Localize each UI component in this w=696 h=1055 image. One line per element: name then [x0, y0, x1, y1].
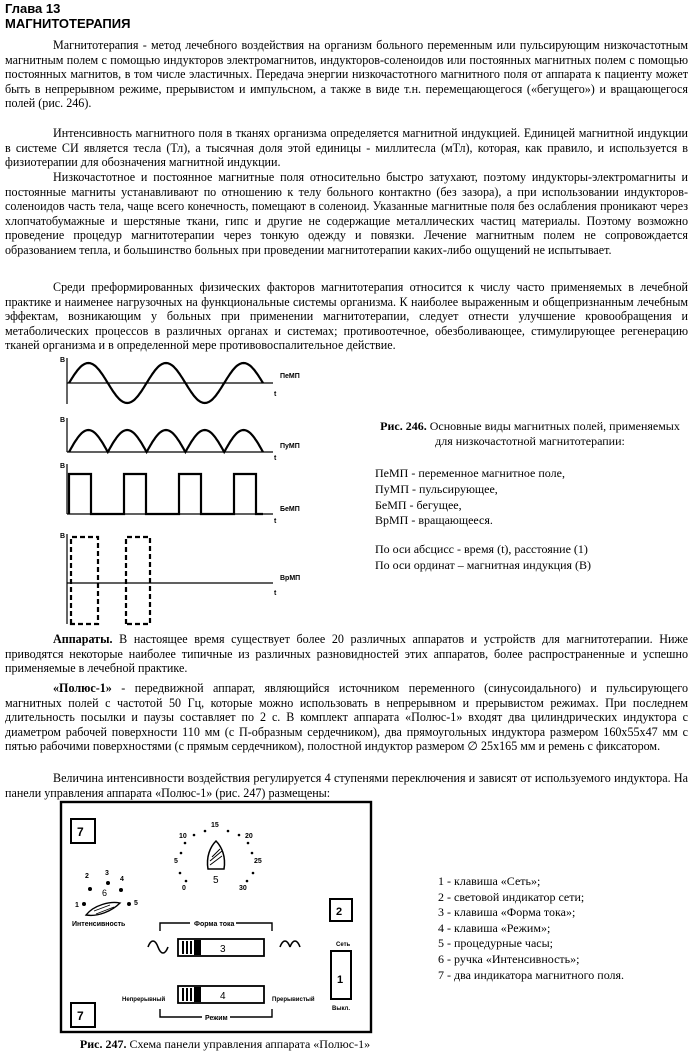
- figure-247-caption-text: Схема панели управления аппарата «Полюс-1»: [126, 1037, 371, 1051]
- axis-note-x: По оси абсцисс - время (t), расстояние (1): [375, 542, 588, 556]
- timer-mark-5: 5: [174, 858, 178, 865]
- figure-246-caption-number: Рис. 246.: [380, 419, 427, 433]
- legend-item: БеМП - бегущее,: [375, 497, 462, 512]
- intermittent-label: Прерывистый: [272, 997, 315, 1003]
- legend-item: 5 - процедурные часы;: [438, 936, 554, 951]
- switch-number: 1: [337, 974, 344, 986]
- intensity-mark-2: 2: [85, 873, 89, 880]
- procedure-timer[interactable]: [174, 822, 262, 892]
- off-label: Выкл.: [332, 1006, 351, 1012]
- legend-item: 1 - клавиша «Сеть»;: [438, 874, 541, 888]
- figure-246-legend: [375, 466, 675, 529]
- lamp-number: 2: [336, 906, 343, 918]
- intensity-mark-3: 3: [105, 870, 109, 877]
- timer-mark-10: 10: [179, 833, 187, 840]
- axis-note-y: По оси ординат – магнитная индукция (В): [375, 557, 592, 572]
- axis-label-t-1: t: [274, 391, 277, 398]
- figure-247-caption: [5, 1037, 445, 1052]
- paragraph-attenuation: Низкочастотное и постоянное магнитные поля относительно быстро затухают, поэтому индукторы-электромагниты и постоянные магниты устанавливают по отношению к телу больного контактно (без зазора), а при использовании индукторов-соленоидов часть тела, чаще всего конечность, помещают в соленоид. Указанные магнитные поля без ослабления проникают через хлопчатобумажные и шерстяные ткани, гипс и другие не содержащие металлических частиц материалы. Поэтому возможно проведение процедур магнитотерапии через тонкую одежду и повязки. Лечение магнитным полем не сопровождается образованием тепла, и большинство больных при проведении магнитотерапии каких-либо ощущений не испытывает.: [5, 170, 688, 257]
- pulse-icon: [280, 941, 300, 947]
- figure-246-caption: [375, 419, 685, 449]
- chapter-title: МАГНИТОТЕРАПИЯ: [5, 16, 131, 31]
- form-key-group: [148, 918, 300, 956]
- figure-247-legend: [438, 874, 688, 983]
- indicator-number-top: 7: [77, 825, 84, 839]
- axis-label-t-3: t: [274, 518, 277, 525]
- axis-label-b-1: B: [60, 357, 66, 364]
- wave-label-pemp: ПеМП: [280, 373, 300, 380]
- legend-item: ВрМП - вращающееся.: [375, 513, 493, 528]
- paragraph-polus: [5, 681, 688, 754]
- mode-key-number: 4: [220, 991, 226, 1002]
- timer-mark-20: 20: [245, 833, 253, 840]
- legend-item: 2 - световой индикатор сети;: [438, 889, 585, 904]
- timer-mark-0: 0: [182, 885, 186, 892]
- intensity-mark-1: 1: [75, 902, 79, 909]
- figure-246-waveforms: [58, 354, 301, 624]
- legend-item: 7 - два индикатора магнитного поля.: [438, 967, 625, 982]
- paragraph-polus-text: - передвижной аппарат, являющийся источником переменного (синусоидального) и пульсирующего магнитных полей с частотой 50 Гц, которые можно использовать в непрерывном и прерывистом режимах. При последнем длительность посылки и паузы составляет по 2 с. В комплект аппарата «Полюс-1» входят два цилиндрических индуктора с диаметром рабочей поверхности 110 мм (с П-образным сердечником), два прямоугольных индуктора размером 160х55х47 мм с пятью рабочими поверхностями (с прямым сердечником), полостной индуктор размером ∅ 25х165 мм и ремень с фиксатором.: [5, 681, 688, 754]
- paragraph-effects: Среди преформированных физических факторов магнитотерапия относится к числу часто применяемых в лечебной практике и наименее нагрузочных на функциональные системы организма. К наиболее выраженным и общепризнанным лечебным эффектам, возникающим у больных при применении магнитотерапии, следует отнести улучшение кровообращения и метаболических процессов в различных органах и системах; противоотечное, обезболивающее, стимулирующее регенерацию тканей организма и в определенной мере противовоспалительное действие.: [5, 280, 688, 353]
- continuous-label: Непрерывный: [122, 997, 166, 1003]
- figure-246-axis-notes: [375, 542, 675, 573]
- paragraph-apparatus: [5, 632, 688, 676]
- axis-label-b-3: B: [60, 463, 66, 470]
- paragraph-polus-lead: «Полюс-1»: [53, 681, 112, 695]
- figure-246-caption-text: Основные виды магнитных полей, применяемых для низкочастотной магнитотерапии:: [426, 419, 680, 448]
- intensity-label: Интенсивность: [72, 921, 126, 928]
- form-key-number: 3: [220, 944, 226, 955]
- axis-label-b-4: B: [60, 533, 66, 540]
- intensity-mark-4: 4: [120, 876, 124, 883]
- wave-label-bemp: БеМП: [280, 506, 300, 513]
- timer-mark-15: 15: [211, 822, 219, 829]
- paragraph-induction: Интенсивность магнитного поля в тканях организма определяется магнитной индукцией. Единицей магнитной индукции в системе СИ является тесла (Тл), а тысячная доля этой единицы - миллитесла (мТл), которая, как правило, и используется в физиотерапии для обозначения магнитной индукции.: [5, 126, 688, 170]
- form-label: Форма тока: [194, 921, 235, 928]
- axis-label-t-2: t: [274, 455, 277, 462]
- sine-icon: [148, 941, 168, 953]
- axis-label-t-4: t: [274, 590, 277, 597]
- wave-label-vrmp: ВрМП: [280, 575, 301, 582]
- timer-mark-25: 25: [254, 858, 262, 865]
- mode-key-group: [122, 986, 315, 1022]
- legend-item: 6 - ручка «Интенсивность»;: [438, 951, 580, 966]
- knob-number: 6: [102, 888, 108, 898]
- paragraph-intro: Магнитотерапия - метод лечебного воздействия на организм больного переменным или пульсирующим низкочастотным магнитным полем с помощью индукторов электромагнитов, индукторов-соленоидов или постоянных магнитных полем с помощью постоянных магнитов, в том числе эластичных. Передача энергии низкочастотного магнитного поля от аппарата к пациенту может быть в непрерывном режиме, прерывистом и импульсном, а также в виде т.н. перемещающегося («бегущего») и вращающегося полей (рис. 246).: [5, 38, 688, 111]
- timer-mark-30: 30: [239, 885, 247, 892]
- paragraph-intensity: Величина интенсивности воздействия регулируется 4 ступенями переключения и зависят от используемого индуктора. На панели управления аппарата «Полюс-1» (рис. 247) размещены:: [5, 771, 688, 800]
- figure-247-caption-number: Рис. 247.: [79, 1037, 127, 1051]
- paragraph-apparatus-lead: Аппараты.: [53, 632, 113, 646]
- wave-label-pump: ПуМП: [280, 443, 300, 450]
- legend-item: ПуМП - пульсирующее,: [375, 481, 498, 496]
- legend-item: 3 - клавиша «Форма тока»;: [438, 905, 576, 920]
- legend-item: ПеМП - переменное магнитное поле,: [375, 466, 565, 480]
- intensity-knob[interactable]: [72, 870, 138, 928]
- timer-number: 5: [213, 875, 219, 886]
- mode-label: Режим: [205, 1015, 228, 1022]
- paragraph-apparatus-text: В настоящее время существует более 20 различных аппаратов и устройств для магнитотерапии. Ниже приводятся некоторые наиболее типичные из различных разновидностей этих аппаратов, более распространенные и успешно применяемые в лечебной практике.: [5, 632, 688, 676]
- chapter-label: Глава 13: [5, 1, 61, 16]
- network-label: Сеть: [336, 942, 351, 948]
- figure-247-control-panel: [60, 801, 372, 1033]
- axis-label-b-2: B: [60, 417, 66, 424]
- legend-item: 4 - клавиша «Режим»;: [438, 920, 551, 935]
- intensity-mark-5: 5: [134, 900, 138, 907]
- indicator-number-bottom: 7: [77, 1009, 84, 1023]
- intensity-knob-icon: [86, 903, 120, 916]
